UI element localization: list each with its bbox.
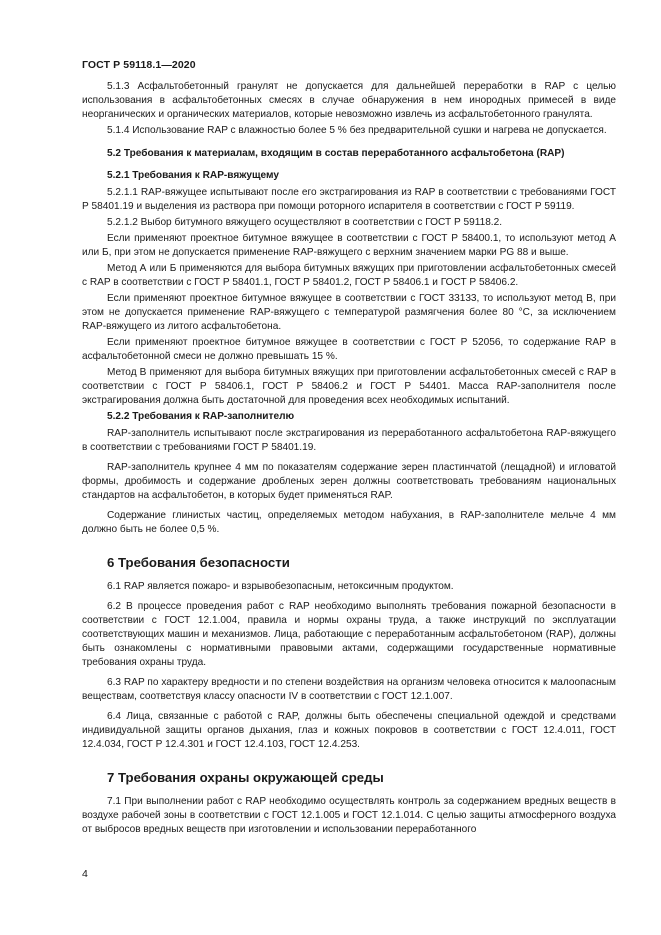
heading-5-2: 5.2 Требования к материалам, входящим в состав переработанного асфальтобетона (RAP) xyxy=(107,148,565,159)
paragraph-7-1: 7.1 При выполнении работ с RAP необходимо осуществлять контроль за содержанием вредных веществ в воздухе рабочей зоны в соответствии с ГОСТ 12.1.005 и ГОСТ 12.1.014. С целью защиты атмосферного воздуха от выбросов вредных веществ при изготовлении и использовании переработанного xyxy=(82,796,616,835)
paragraph-clay-content: Содержание глинистых частиц, определяемых методом набухания, в RAP-заполнителе мельче 4 мм должно быть не более 0,5 %. xyxy=(82,510,616,535)
page-body xyxy=(82,80,616,839)
heading-5-2-1: 5.2.1 Требования к RAP-вяжущему xyxy=(107,170,279,181)
paragraph-method-v: Если применяют проектное битумное вяжущее в соответствии с ГОСТ 33133, то используют метод В, при этом не допускается применение RAP-вяжущего с температурой размягчения более 80 °С, за исключением RAP-вяжущего из литого асфальтобетона. xyxy=(82,293,616,332)
paragraph-6-4: 6.4 Лица, связанные с работой с RAP, должны быть обеспечены специальной одеждой и средствами индивидуальной защиты органов дыхания, глаз и кожных покровов в соответствии с ГОСТ 12.4.011, ГОСТ 12.4.034, ГОСТ Р 12.4.301 и ГОСТ 12.4.103, ГОСТ 12.4.253. xyxy=(82,711,616,750)
paragraph-5-1-4: 5.1.4 Использование RAP с влажностью более 5 % без предварительной сушки и нагрева не допускается. xyxy=(107,125,607,136)
paragraph-gost-52056: Если применяют проектное битумное вяжущее в соответствии с ГОСТ Р 52056, то содержание RAP в асфальтобетонной смеси не должно превышать 15 %. xyxy=(82,337,616,362)
paragraph-5-2-1-1: 5.2.1.1 RAP-вяжущее испытывают после его экстрагирования из RAP в соответствии с требованиями ГОСТ Р 58401.19 и выделения из раствора при помощи роторного испарителя в соответствии с ГОСТ Р 59119. xyxy=(82,187,616,212)
paragraph-5-1-3: 5.1.3 Асфальтобетонный гранулят не допускается для дальнейшей переработки в RAP с целью использования в асфальтобетонных смесях в случае обнаружения в нем инородных примесей в виде неорганических и органических материалов, которые невозможно извлечь из асфальтобетонного гранулята. xyxy=(82,81,616,120)
paragraph-rap-filler-testing: RAP-заполнитель испытывают после экстрагирования из переработанного асфальтобетона RAP-вяжущего в соответствии с требованиями ГОСТ Р 58401.19. xyxy=(82,428,616,453)
page-number: 4 xyxy=(82,868,88,880)
paragraph-5-2-1-2: 5.2.1.2 Выбор битумного вяжущего осуществляют в соответствии с ГОСТ Р 59118.2. xyxy=(107,217,503,228)
paragraph-method-a-b-usage: Метод А или Б применяются для выбора битумных вяжущих при приготовлении асфальтобетонных смесей с RAP в соответствии с ГОСТ Р 58401.1, ГОСТ Р 58401.2, ГОСТ Р 58406.1 и ГОСТ Р 58406.2. xyxy=(82,263,616,288)
paragraph-6-3: 6.3 RAP по характеру вредности и по степени воздействия на организм человека относится к малоопасным веществам, соответствуя классу опасности IV в соответствии с ГОСТ 12.1.007. xyxy=(82,677,616,702)
section-heading-6: 6 Требования безопасности xyxy=(107,555,290,570)
paragraph-method-a-b: Если применяют проектное битумное вяжущее в соответствии с ГОСТ Р 58400.1, то используют метод А или Б, при этом не допускается применение RAP-вяжущего с верхним значением марки PG 88 и выше. xyxy=(82,233,616,258)
paragraph-rap-filler-coarse: RAP-заполнитель крупнее 4 мм по показателям содержание зерен пластинчатой (лещадной) и игловатой формы, дробимость и содержание дробленых зерен должны соответствовать требованиям национальных стандартов на асфальтобетон, в которых будет применяться RAP. xyxy=(82,462,616,501)
paragraph-6-2: 6.2 В процессе проведения работ с RAP необходимо выполнять требования пожарной безопасности в соответствии с ГОСТ 12.1.004, правила и нормы охраны труда, а также инструкций по эксплуатации соответствующих машин и механизмов. Лица, работающие с переработанным асфальтобетоном (RAP), должны быть ознакомлены с нормативными правовыми актами, содержащими государственные нормативные требования охраны труда. xyxy=(82,601,616,668)
paragraph-6-1: 6.1 RAP является пожаро- и взрывобезопасным, нетоксичным продуктом. xyxy=(107,581,454,592)
document-header: ГОСТ Р 59118.1—2020 xyxy=(82,59,196,71)
section-heading-7: 7 Требования охраны окружающей среды xyxy=(107,770,384,785)
paragraph-method-v-usage: Метод В применяют для выбора битумных вяжущих при приготовлении асфальтобетонных смесей с RAP в соответствии с ГОСТ Р 58406.1, ГОСТ Р 58406.2 и ГОСТ Р 54401. Масса RAP-заполнителя после экстрагирования должна быть достаточной для проведения всех необходимых испытаний. xyxy=(82,367,616,406)
heading-5-2-2: 5.2.2 Требования к RAP-заполнителю xyxy=(107,411,295,422)
